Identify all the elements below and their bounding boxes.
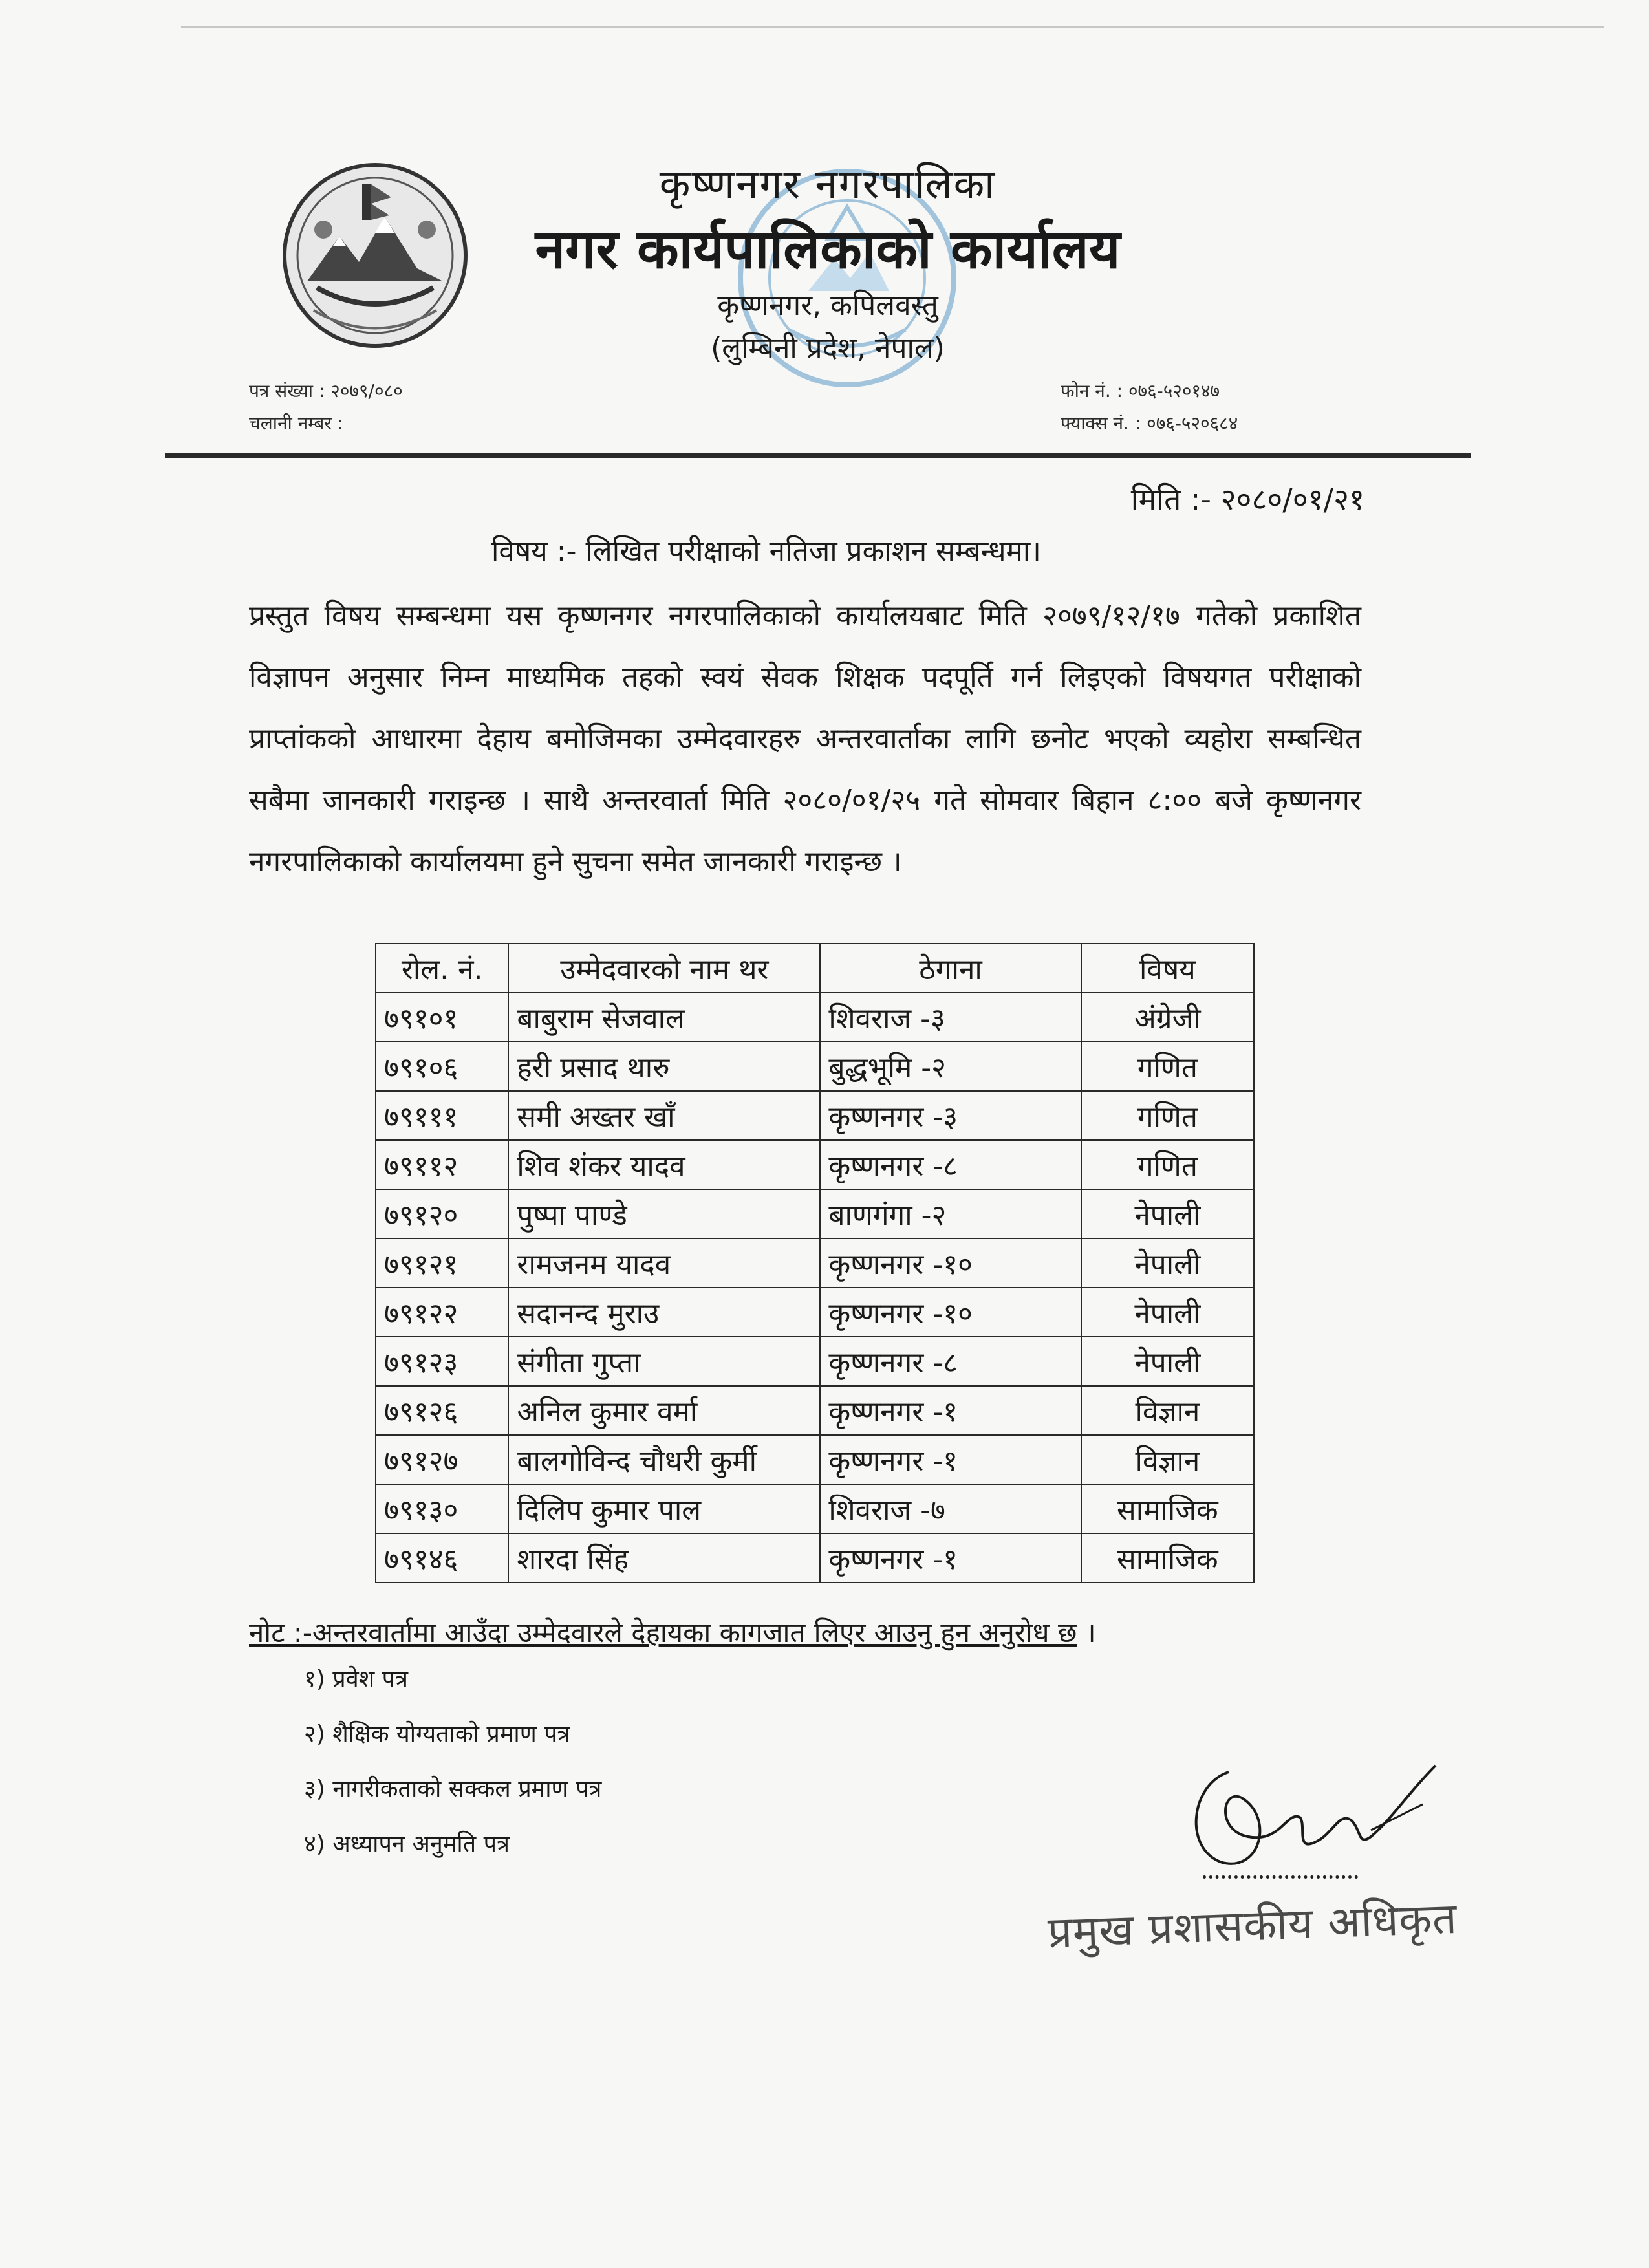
letter-subject: विषय :- लिखित परीक्षाको नतिजा प्रकाशन सम्बन्धमा। bbox=[491, 535, 1041, 568]
subject-cell: सामाजिक bbox=[1081, 1484, 1254, 1533]
header-divider bbox=[165, 453, 1471, 458]
address-cell: कृष्णनगर -३ bbox=[820, 1091, 1081, 1140]
fax-number: फ्याक्स नं. : ०७६-५२०६८४ bbox=[1061, 413, 1238, 434]
address-cell: कृष्णनगर -८ bbox=[820, 1337, 1081, 1386]
note bbox=[249, 1614, 1096, 1650]
roll-no-cell: ७९१२२ bbox=[376, 1288, 508, 1337]
table-row bbox=[376, 993, 1254, 1042]
table-row bbox=[376, 1042, 1254, 1091]
note-text: नोट :-अन्तरवार्तामा आउँदा उम्मेदवारले देहायका कागजात लिएर आउनु हुन अनुरोध छ bbox=[249, 1617, 1077, 1648]
subject-cell: नेपाली bbox=[1081, 1189, 1254, 1238]
roll-no-cell: ७९१२६ bbox=[376, 1386, 508, 1435]
subject-cell: सामाजिक bbox=[1081, 1533, 1254, 1582]
name-cell: शारदा सिंह bbox=[508, 1533, 820, 1582]
roll-no-cell: ७९१०६ bbox=[376, 1042, 508, 1091]
table-row bbox=[376, 1435, 1254, 1484]
subject-cell: नेपाली bbox=[1081, 1288, 1254, 1337]
header-candidate-name: उम्मेदवारको नाम थर bbox=[508, 944, 820, 993]
address-cell: कृष्णनगर -१० bbox=[820, 1238, 1081, 1288]
roll-no-cell: ७९१२० bbox=[376, 1189, 508, 1238]
subject-cell: विज्ञान bbox=[1081, 1435, 1254, 1484]
name-cell: समी अख्तर खाँ bbox=[508, 1091, 820, 1140]
address-cell: कृष्णनगर -१ bbox=[820, 1533, 1081, 1582]
subject-cell: गणित bbox=[1081, 1140, 1254, 1189]
table-row bbox=[376, 1189, 1254, 1238]
list-item: ४) अध्यापन अनुमति पत्र bbox=[304, 1831, 510, 1857]
header-subject: विषय bbox=[1081, 944, 1254, 993]
list-item: १) प्रवेश पत्र bbox=[304, 1666, 408, 1692]
address-cell: बाणगंगा -२ bbox=[820, 1189, 1081, 1238]
roll-no-cell: ७९१४६ bbox=[376, 1533, 508, 1582]
roll-no-cell: ७९१११ bbox=[376, 1091, 508, 1140]
name-cell: दिलिप कुमार पाल bbox=[508, 1484, 820, 1533]
subject-cell: नेपाली bbox=[1081, 1337, 1254, 1386]
roll-no-cell: ७९१२३ bbox=[376, 1337, 508, 1386]
address-cell: कृष्णनगर -१० bbox=[820, 1288, 1081, 1337]
required-documents-list bbox=[304, 1662, 601, 1882]
office-province: (लुम्बिनी प्रदेश, नेपाल) bbox=[711, 332, 945, 365]
subject-cell: अंग्रेजी bbox=[1081, 993, 1254, 1042]
name-cell: बाबुराम सेजवाल bbox=[508, 993, 820, 1042]
roll-no-cell: ७९१२१ bbox=[376, 1238, 508, 1288]
letterhead bbox=[479, 155, 1177, 370]
address-cell: कृष्णनगर -१ bbox=[820, 1386, 1081, 1435]
address-cell: शिवराज -७ bbox=[820, 1484, 1081, 1533]
subject-cell: नेपाली bbox=[1081, 1238, 1254, 1288]
name-cell: पुष्पा पाण्डे bbox=[508, 1189, 820, 1238]
letter-number: पत्र संख्या : २०७९/०८० bbox=[249, 380, 403, 402]
list-item: २) शैक्षिक योग्यताको प्रमाण पत्र bbox=[304, 1721, 570, 1747]
table-row bbox=[376, 1288, 1254, 1337]
letter-body: प्रस्तुत विषय सम्बन्धमा यस कृष्णनगर नगरपालिकाको कार्यालयबाट मिति २०७९/१२/१७ गतेको प्रकाशित विज्ञापन अनुसार निम्न माध्यमिक तहको स्वयं सेवक शिक्षक पदपूर्ति गर्न लिइएको विषयगत परीक्षाको प्राप्तांकको आधारमा देहाय बमोजिमका उम्मेदवारहरु अन्तरवार्ताका लागि छनोट भएको व्यहोरा सम्बन्धित सबैमा जानकारी गराइन्छ । साथै अन्तरवार्ता मिति २०८०/०१/२५ गते सोमवार बिहान ८:०० बजे कृष्णनगर नगरपालिकाको कार्यालयमा हुने सुचना समेत जानकारी गराइन्छ । bbox=[249, 599, 1361, 878]
header-roll-no: रोल. नं. bbox=[376, 944, 508, 993]
name-cell: शिव शंकर यादव bbox=[508, 1140, 820, 1189]
table-row bbox=[376, 1386, 1254, 1435]
subject-cell: गणित bbox=[1081, 1042, 1254, 1091]
roll-no-cell: ७९१३० bbox=[376, 1484, 508, 1533]
signatory-title: प्रमुख प्रशासकीय अधिकृत bbox=[1046, 1893, 1458, 1958]
list-item: ३) नागरीकताको सक्कल प्रमाण पत्र bbox=[304, 1776, 602, 1802]
scan-edge bbox=[181, 26, 1604, 28]
signature bbox=[1177, 1733, 1449, 1875]
subject-cell: विज्ञान bbox=[1081, 1386, 1254, 1435]
table-header-row bbox=[376, 944, 1254, 993]
name-cell: रामजनम यादव bbox=[508, 1238, 820, 1288]
table-row bbox=[376, 1484, 1254, 1533]
nepal-emblem-icon bbox=[278, 158, 472, 352]
subject-cell: गणित bbox=[1081, 1091, 1254, 1140]
table-row bbox=[376, 1091, 1254, 1140]
name-cell: संगीता गुप्ता bbox=[508, 1337, 820, 1386]
office-location: कृष्णनगर, कपिलवस्तु bbox=[717, 289, 938, 322]
name-cell: अनिल कुमार वर्मा bbox=[508, 1386, 820, 1435]
name-cell: हरी प्रसाद थारु bbox=[508, 1042, 820, 1091]
header-address: ठेगाना bbox=[820, 944, 1081, 993]
table-row bbox=[376, 1140, 1254, 1189]
name-cell: बालगोविन्द चौधरी कुर्मी bbox=[508, 1435, 820, 1484]
candidate-table bbox=[375, 943, 1255, 1583]
table-row bbox=[376, 1533, 1254, 1582]
phone-number: फोन नं. : ०७६-५२०१४७ bbox=[1061, 380, 1220, 402]
letter-date: मिति :- २०८०/०१/२१ bbox=[1130, 482, 1364, 517]
signature-line bbox=[1203, 1875, 1358, 1879]
note-end: । bbox=[1085, 1617, 1096, 1648]
address-cell: शिवराज -३ bbox=[820, 993, 1081, 1042]
address-cell: बुद्धभूमि -२ bbox=[820, 1042, 1081, 1091]
dispatch-number: चलानी नम्बर : bbox=[249, 413, 344, 434]
roll-no-cell: ७९११२ bbox=[376, 1140, 508, 1189]
office-name: नगर कार्यपालिकाको कार्यालय bbox=[535, 217, 1121, 281]
roll-no-cell: ७९१०१ bbox=[376, 993, 508, 1042]
table-row bbox=[376, 1238, 1254, 1288]
municipality-name: कृष्णनगर नगरपालिका bbox=[659, 160, 997, 208]
roll-no-cell: ७९१२७ bbox=[376, 1435, 508, 1484]
table-row bbox=[376, 1337, 1254, 1386]
address-cell: कृष्णनगर -१ bbox=[820, 1435, 1081, 1484]
name-cell: सदानन्द मुराउ bbox=[508, 1288, 820, 1337]
address-cell: कृष्णनगर -८ bbox=[820, 1140, 1081, 1189]
